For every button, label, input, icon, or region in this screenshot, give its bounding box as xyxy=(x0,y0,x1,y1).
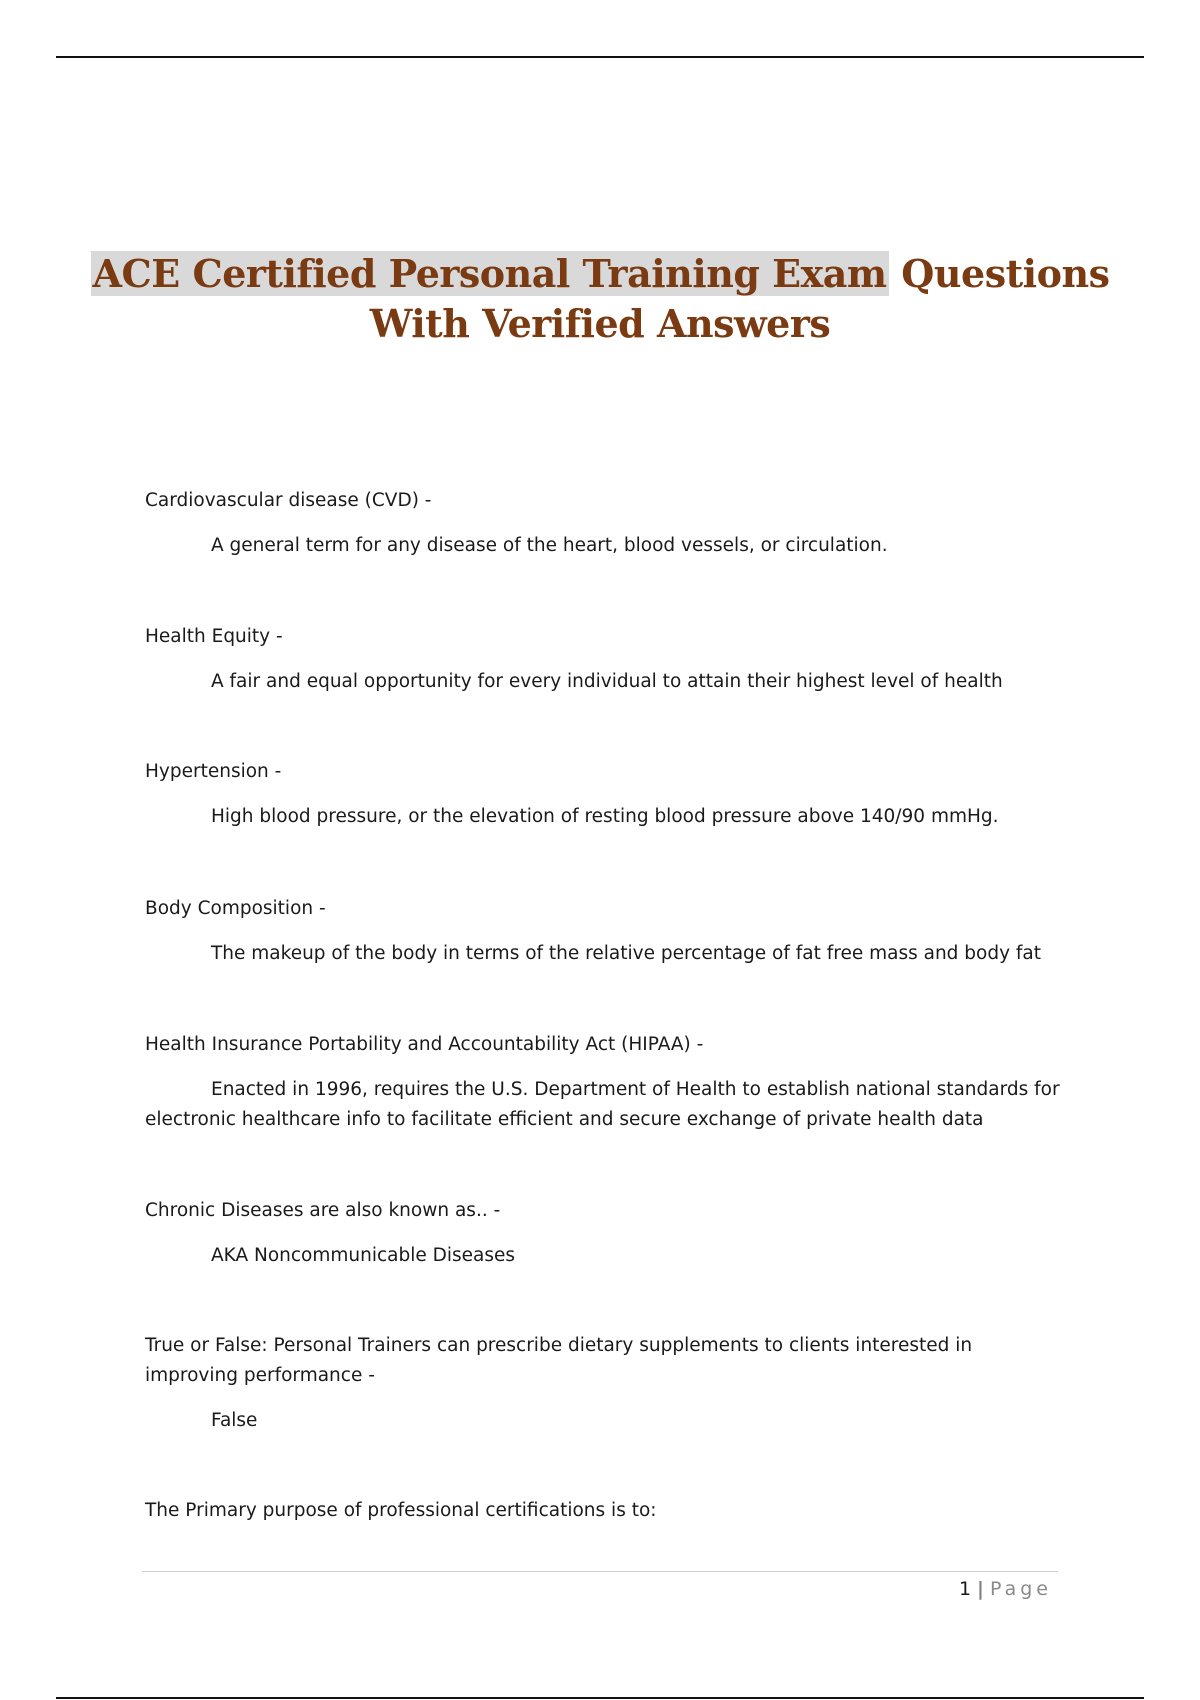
question-text: True or False: Personal Trainers can prescribe dietary supplements to clients interested in improving performance - xyxy=(145,1335,973,1386)
qa-item-body-composition xyxy=(145,894,1065,969)
answer-text: The makeup of the body in terms of the relative percentage of fat free mass and body fat xyxy=(211,943,1042,964)
question-text: Health Equity - xyxy=(145,626,283,647)
footer-separator: | xyxy=(977,1578,984,1600)
answer-text: False xyxy=(211,1410,258,1431)
bottom-rule xyxy=(56,1697,1144,1699)
question-text: The Primary purpose of professional certifications is to: xyxy=(145,1500,657,1521)
question-text: Chronic Diseases are also known as.. - xyxy=(145,1200,501,1221)
answer-text: Enacted in 1996, requires the U.S. Department of Health to establish national standards for electronic healthcare info to facilitate efficient and secure exchange of private health data xyxy=(145,1079,1060,1130)
question-text: Body Composition - xyxy=(145,898,326,919)
footer-rule xyxy=(142,1571,1058,1572)
title-line-1-rest: Questions xyxy=(888,251,1110,297)
qa-item-health-equity xyxy=(145,622,1065,697)
question-text: Cardiovascular disease (CVD) - xyxy=(145,490,432,511)
page-label: Page xyxy=(990,1578,1052,1600)
question-text: Hypertension - xyxy=(145,761,282,782)
qa-item-cvd xyxy=(145,486,1065,561)
answer-text: A general term for any disease of the heart, blood vessels, or circulation. xyxy=(211,535,888,556)
page-number: 1 xyxy=(958,1578,972,1600)
qa-item-hipaa xyxy=(145,1030,1065,1135)
page-footer xyxy=(959,1574,1052,1604)
title-line-1 xyxy=(0,249,1200,299)
answer-text: AKA Noncommunicable Diseases xyxy=(211,1245,516,1266)
qa-item-hypertension xyxy=(145,757,1065,832)
title-highlighted-text: ACE Certified Personal Training Exam xyxy=(92,251,887,297)
qa-item-chronic-diseases xyxy=(145,1196,1065,1271)
answer-text: A fair and equal opportunity for every individual to attain their highest level of health xyxy=(211,671,1003,692)
question-text: Health Insurance Portability and Accountability Act (HIPAA) - xyxy=(145,1034,704,1055)
top-rule xyxy=(56,56,1144,58)
qa-item-certifications xyxy=(145,1496,1065,1526)
document-title xyxy=(0,249,1200,349)
answer-text: High blood pressure, or the elevation of resting blood pressure above 140/90 mmHg. xyxy=(211,806,999,827)
title-line-2: With Verified Answers xyxy=(369,301,831,347)
qa-item-dietary-supplements xyxy=(145,1331,1065,1436)
